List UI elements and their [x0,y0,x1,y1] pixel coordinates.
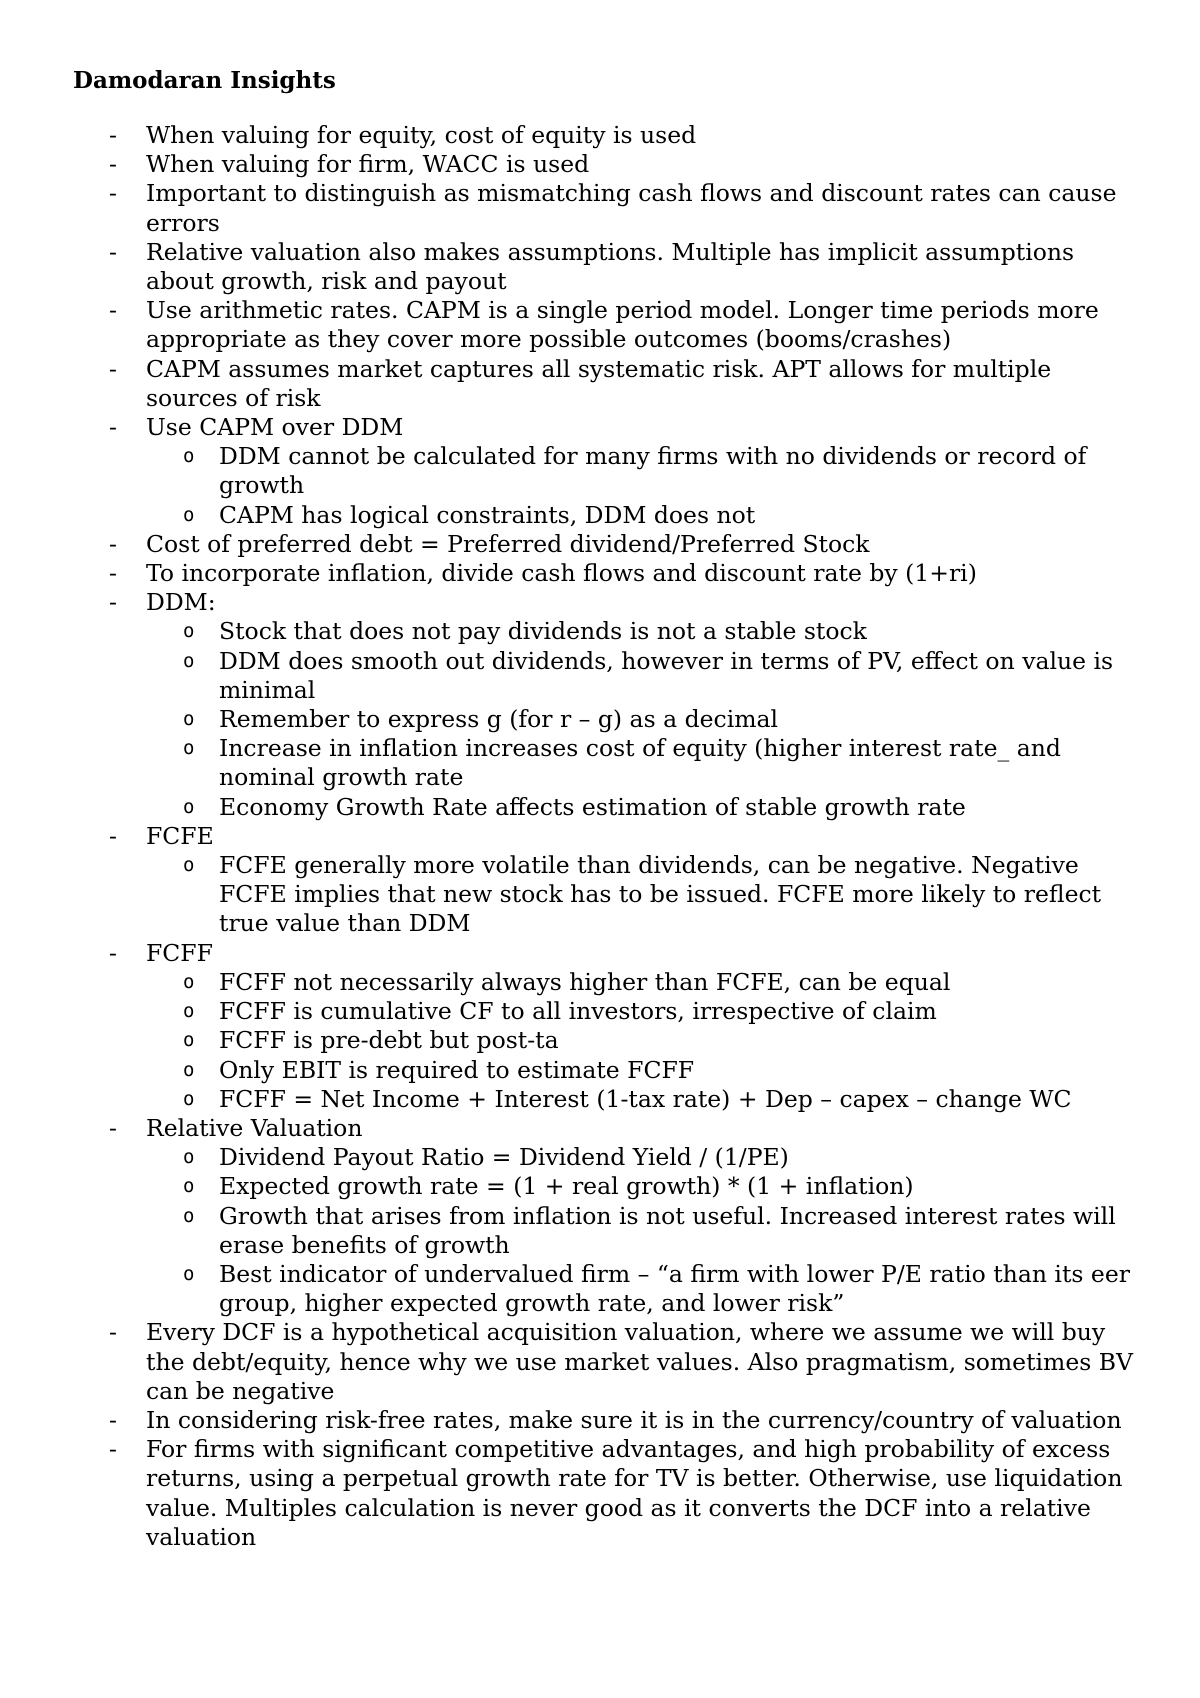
list-item [73,1406,1143,1435]
list-item-text: To incorporate inflation, divide cash flows and discount rate by (1+ri) [146,559,977,588]
list-item [73,559,1143,588]
dash-bullet-icon: - [109,821,117,850]
dash-bullet-icon: - [109,529,117,558]
circle-bullet-icon: o [183,649,195,672]
list-item-text: Use arithmetic rates. CAPM is a single period model. Longer time periods more appropriate as they cover more possible outcomes (booms/crashes) [146,296,1099,354]
dash-bullet-icon: - [109,1405,117,1434]
list-item [73,530,1143,559]
list-item [73,1318,1143,1406]
document-title: Damodaran Insights [73,67,336,94]
dash-bullet-icon: - [109,1435,117,1464]
sub-list-item [73,1202,1143,1260]
sub-list-item [73,1026,1143,1055]
sub-list-item [73,997,1143,1026]
dash-bullet-icon: - [109,354,117,383]
list-item-text: DDM: [146,588,216,617]
circle-bullet-icon: o [183,1204,195,1227]
list-item [73,238,1143,296]
circle-bullet-icon: o [183,1146,195,1169]
sub-list-item [73,1260,1143,1318]
list-item-text: FCFF not necessarily always higher than FCFE, can be equal [219,967,951,996]
dash-bullet-icon: - [109,150,117,179]
circle-bullet-icon: o [183,1058,195,1081]
sub-list-item [73,617,1143,646]
sub-list-item [73,1056,1143,1085]
circle-bullet-icon: o [183,620,195,643]
list-item-text: When valuing for equity, cost of equity is used [146,121,697,149]
list-item-text: FCFF = Net Income + Interest (1-tax rate) + Dep – capex – change WC [219,1084,1072,1113]
list-item-text: Use CAPM over DDM [146,413,404,442]
list-item [73,121,1143,150]
list-item-text: Growth that arises from inflation is not useful. Increased interest rates will erase benefits of growth [219,1201,1116,1259]
list-item-text: Best indicator of undervalued firm – “a firm with lower P/E ratio than its eer group, higher expected growth rate, and lower risk” [219,1259,1130,1318]
list-item [73,1114,1143,1143]
circle-bullet-icon: o [183,1000,195,1023]
list-item-text: FCFF is pre-debt but post-ta [219,1026,559,1055]
sub-list-item [73,1143,1143,1172]
list-item-text: Dividend Payout Ratio = Dividend Yield / (1/PE) [219,1143,789,1172]
list-item-text: In considering risk-free rates, make sure it is in the currency/country of valuation [146,1405,1122,1434]
list-item-text: Expected growth rate = (1 + real growth) * (1 + inflation) [219,1172,914,1201]
list-item-text: CAPM has logical constraints, DDM does not [219,500,756,529]
list-item-text: Only EBIT is required to estimate FCFF [219,1055,695,1084]
sub-list-item [73,1172,1143,1201]
list-item-text: Relative Valuation [146,1113,363,1142]
list-item-text: CAPM assumes market captures all systematic risk. APT allows for multiple sources of risk [146,354,1052,412]
sub-list-item [73,1085,1143,1114]
list-item [73,588,1143,617]
circle-bullet-icon: o [183,795,195,818]
circle-bullet-icon: o [183,854,195,877]
dash-bullet-icon: - [109,179,117,208]
dash-bullet-icon: - [109,559,117,588]
sub-list-item [73,647,1143,705]
notes-list [73,121,1143,1552]
circle-bullet-icon: o [183,445,195,468]
circle-bullet-icon: o [183,1029,195,1052]
circle-bullet-icon: o [183,708,195,731]
circle-bullet-icon: o [183,1087,195,1110]
list-item-text: DDM does smooth out dividends, however in terms of PV, effect on value is minimal [219,646,1114,704]
sub-list-item [73,705,1143,734]
list-item-text: DDM cannot be calculated for many firms with no dividends or record of growth [219,442,1087,500]
list-item [73,150,1143,179]
list-item-text: FCFF [146,938,213,967]
sub-list-item [73,851,1143,939]
list-item-text: FCFE generally more volatile than dividends, can be negative. Negative FCFE implies that new stock has to be issued. FCFE more likely to reflect true value than DDM [219,851,1102,938]
sub-list-item [73,501,1143,530]
list-item-text: Economy Growth Rate affects estimation of stable growth rate [219,792,966,821]
dash-bullet-icon: - [109,1318,117,1347]
list-item [73,355,1143,413]
circle-bullet-icon: o [183,1175,195,1198]
list-item-text: FCFE [146,821,214,850]
circle-bullet-icon: o [183,1262,195,1285]
circle-bullet-icon: o [183,737,195,760]
list-item [73,822,1143,851]
dash-bullet-icon: - [109,1113,117,1142]
list-item-text: Remember to express g (for r – g) as a decimal [219,705,779,734]
list-item-text: For firms with significant competitive advantages, and high probability of excess returns, using a perpetual growth rate for TV is better. Otherwise, use liquidation value. Multiples calculation is never good as it converts the DCF into a relative valuation [146,1435,1123,1551]
list-item [73,939,1143,968]
sub-list-item [73,442,1143,500]
document-page [73,66,1143,1552]
sub-list-item [73,793,1143,822]
list-item-text: FCFF is cumulative CF to all investors, irrespective of claim [219,997,937,1026]
dash-bullet-icon: - [109,938,117,967]
dash-bullet-icon: - [109,413,117,442]
list-item-text: Increase in inflation increases cost of equity (higher interest rate_ and nominal growth rate [219,734,1061,792]
list-item [73,179,1143,237]
dash-bullet-icon: - [109,588,117,617]
dash-bullet-icon: - [109,296,117,325]
list-item [73,1435,1143,1552]
list-item-text: Relative valuation also makes assumptions. Multiple has implicit assumptions about growth, risk and payout [146,237,1075,296]
dash-bullet-icon: - [109,121,117,149]
sub-list-item [73,734,1143,792]
list-item-text: Every DCF is a hypothetical acquisition valuation, where we assume we will buy the debt/equity, hence why we use market values. Also pragmatism, sometimes BV can be negative [146,1318,1134,1405]
list-item-text: Important to distinguish as mismatching cash flows and discount rates can cause errors [146,179,1117,237]
list-item-text: When valuing for firm, WACC is used [146,150,590,179]
list-item [73,413,1143,442]
circle-bullet-icon: o [183,970,195,993]
sub-list-item [73,968,1143,997]
list-item-text: Cost of preferred debt = Preferred dividend/Preferred Stock [146,529,870,558]
dash-bullet-icon: - [109,237,117,266]
circle-bullet-icon: o [183,503,195,526]
list-item [73,296,1143,354]
list-item-text: Stock that does not pay dividends is not a stable stock [219,617,867,646]
